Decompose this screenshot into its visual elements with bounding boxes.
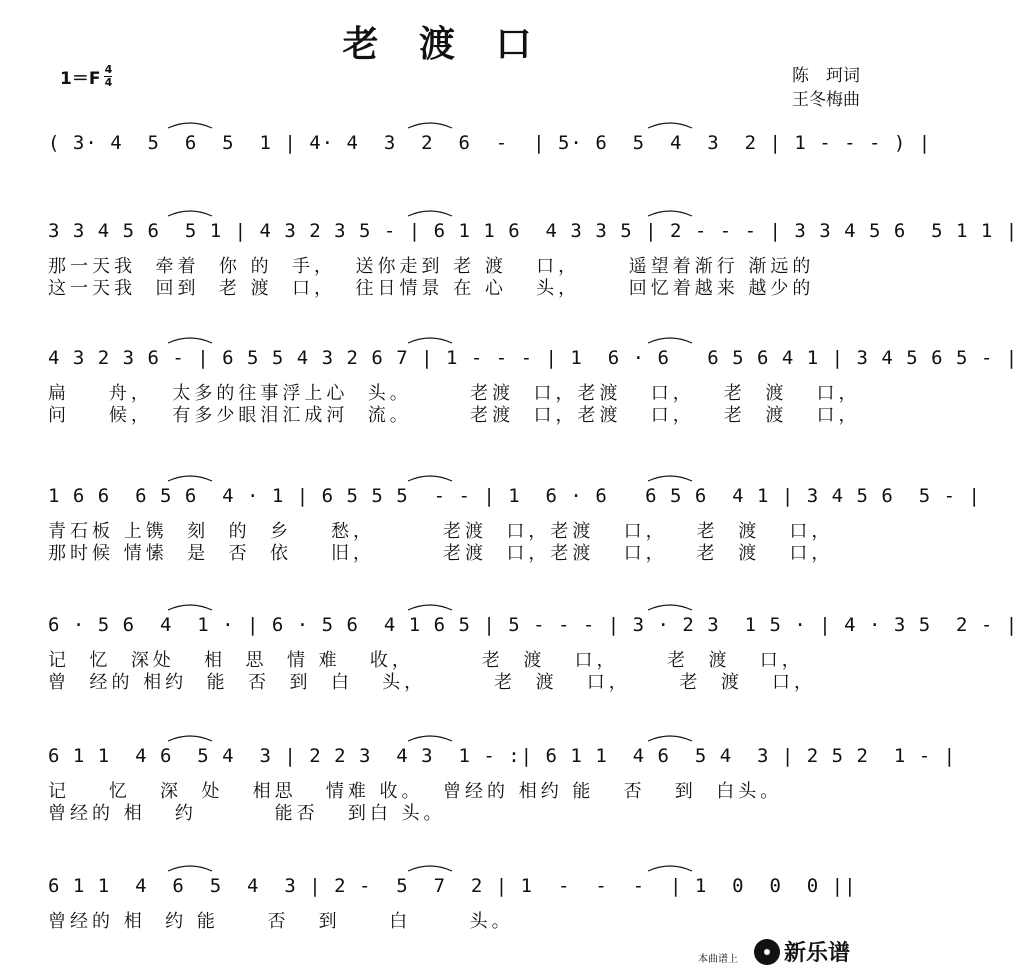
- notation-line: 3 3 4 5 6 5 1 | 4 3 2 3 5 - | 6 1 1 6 4 3 3 5 | 2 - - - | 3 3 4 5 6 5 1 1 |: [48, 220, 1018, 242]
- lyric-line: 扁 舟， 太多的往事浮上心 头。 老渡 口，老渡 口， 老 渡 口，: [48, 383, 861, 404]
- notation-line: ( 3· 4 5 6 5 1 | 4· 4 3 2 6 - | 5· 6 5 4 3 2 | 1 - - - ) |: [48, 132, 932, 154]
- composer: 王冬梅曲: [792, 90, 860, 110]
- footer-source: 本曲谱上: [698, 954, 738, 965]
- lyric-line: 青石板 上镌 刻 的 乡 愁， 老渡 口，老渡 口， 老 渡 口，: [48, 521, 834, 542]
- key-label: 1＝F: [60, 69, 101, 89]
- time-signature: $\frac{4}{4}$: [104, 63, 113, 89]
- score-system: [48, 873, 864, 933]
- lyric-line: 曾 经的 相约 能 否 到 白 头， 老 渡 口， 老 渡 口，: [48, 672, 816, 693]
- lyricist: 陈 珂词: [792, 66, 860, 86]
- lyric-line: 记 忆 深处 相 思 情 难 收， 老 渡 口， 老 渡 口，: [48, 650, 804, 671]
- slur-marks: [48, 335, 1018, 385]
- slur-marks: [48, 120, 932, 170]
- lyric-line: 曾经的 相 约 能 否 到 白 头。: [48, 911, 514, 932]
- score-system: [48, 130, 932, 158]
- lyric-line: 那一天我 牵着 你 的 手， 送你走到 老 渡 口， 遥望着渐行 渐远的: [48, 256, 815, 277]
- record-disc-icon: [754, 939, 780, 965]
- score-system: [48, 345, 1018, 427]
- slur-marks: [48, 473, 981, 523]
- notation-line: 6 1 1 4 6 5 4 3 | 2 2 3 4 3 1 - :| 6 1 1 4 6 5 4 3 | 2 5 2 1 - |: [48, 745, 957, 767]
- lyric-line: 问 候， 有多少眼泪汇成河 流。 老渡 口，老渡 口， 老 渡 口，: [48, 405, 861, 426]
- credits: [792, 64, 860, 112]
- logo-text: 新乐谱: [784, 941, 851, 966]
- lyric-line: 那时候 情愫 是 否 依 旧， 老渡 口，老渡 口， 老 渡 口，: [48, 543, 834, 564]
- lyric-line: 记 忆 深 处 相思 情难 收。 曾经的 相约 能 否 到 白头。: [48, 781, 783, 802]
- slur-marks: [48, 863, 864, 913]
- score-system: [48, 743, 957, 825]
- slur-marks: [48, 602, 1018, 652]
- notation-line: 4 3 2 3 6 - | 6 5 5 4 3 2 6 7 | 1 - - - | 1 6 · 6 6 5 6 4 1 | 3 4 5 6 5 - |: [48, 347, 1018, 369]
- score-system: [48, 218, 1018, 300]
- score-system: [48, 612, 1018, 694]
- lyric-line: 这一天我 回到 老 渡 口， 往日情景 在 心 头， 回忆着越来 越少的: [48, 278, 815, 299]
- slur-marks: [48, 733, 957, 783]
- score-system: [48, 483, 981, 565]
- site-logo: [754, 936, 850, 967]
- lyric-line: 曾经的 相 约 能否 到白 头。: [48, 803, 446, 824]
- slur-marks: [48, 208, 1018, 258]
- notation-line: 6 · 5 6 4 1 · | 6 · 5 6 4 1 6 5 | 5 - - - | 3 · 2 3 1 5 · | 4 · 3 5 2 - |: [48, 614, 1018, 636]
- notation-line: 6 1 1 4 6 5 4 3 | 2 - 5 7 2 | 1 - - - | 1 0 0 0 ||: [48, 875, 857, 897]
- key-signature: [60, 64, 112, 89]
- song-title: 老 渡 口: [342, 23, 546, 65]
- notation-line: 1 6 6 6 5 6 4 · 1 | 6 5 5 5 - - | 1 6 · 6 6 5 6 4 1 | 3 4 5 6 5 - |: [48, 485, 981, 507]
